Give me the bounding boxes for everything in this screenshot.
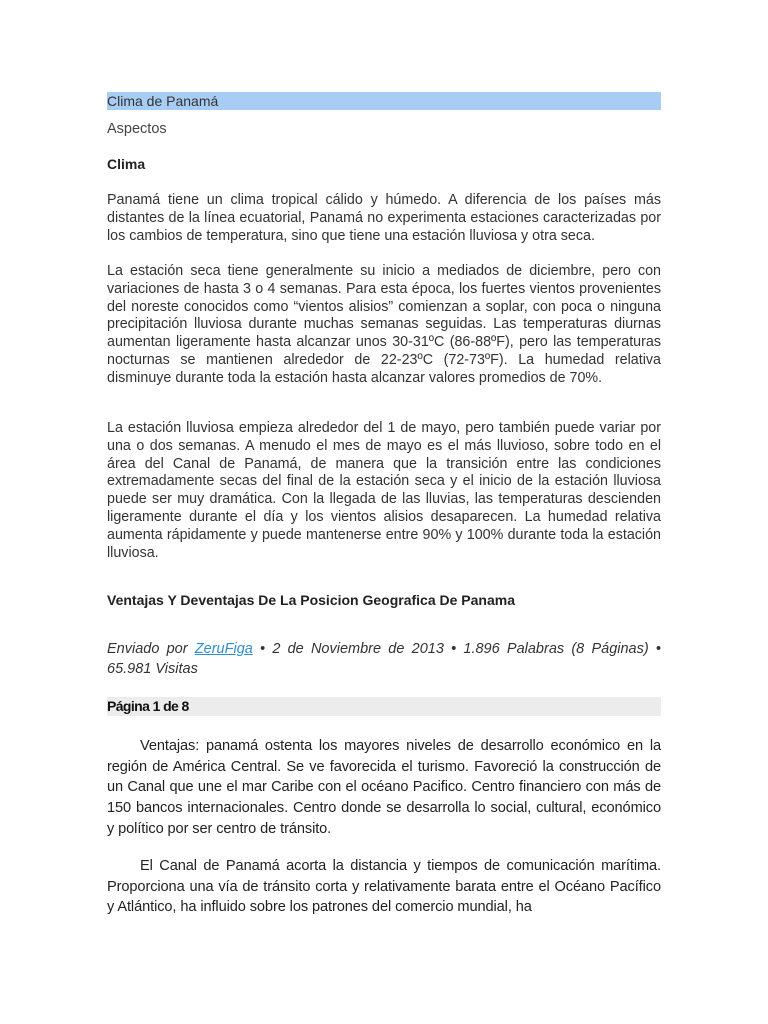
section-heading: Clima [107,156,146,172]
meta-prefix: Enviado por [107,641,195,657]
essay-meta [107,639,661,679]
subtitle: Aspectos [107,121,167,137]
highlighted-title: Clima de Panamá [107,92,661,110]
meta-details: • 2 de Noviembre de 2013 • 1.896 Palabras (8 Páginas) • 65.981 Visitas [107,641,661,677]
page-indicator: Página 1 de 8 [107,697,661,716]
paragraph: La estación seca tiene generalmente su inicio a mediados de diciembre, pero con variaciones de hasta 3 o 4 semanas. Para esta época, los fuertes vientos provenientes del noreste conocidos como “vientos alisios” comienzan a soplar, con poca o ninguna precipitación lluviosa durante muchas semanas seguidas. Las temperaturas diurnas aumentan ligeramente hasta alcanzar unos 30-31ºC (86-88ºF), pero las temperaturas nocturnas se mantienen alrededor de 22-23ºC (72-73ºF). La humedad relativa disminuye durante toda la estación hasta alcanzar valores promedios de 70%. [107,263,661,386]
essay-title: Ventajas Y Deventajas De La Posicion Geografica De Panama [107,592,516,608]
author-link[interactable]: ZeruFiga [194,641,253,657]
essay-paragraph: Ventajas: panamá ostenta los mayores niveles de desarrollo económico en la región de América Central. Se ve favorecida el turismo. Favoreció la construcción de un Canal que une el mar Caribe con el océano Pacifico. Centro financiero con más de 150 bancos internacionales. Centro donde se desarrolla lo social, cultural, económico y político por ser centro de tránsito. [107,738,661,837]
paragraph: Panamá tiene un clima tropical cálido y húmedo. A diferencia de los países más distantes de la línea ecuatorial, Panamá no experimenta estaciones caracterizadas por los cambios de temperatura, sino que tiene una estación lluviosa y otra seca. [107,192,661,244]
paragraph: La estación lluviosa empieza alrededor del 1 de mayo, pero también puede variar por una o dos semanas. A menudo el mes de mayo es el más lluvioso, sobre todo en el área del Canal de Panamá, de manera que la transición entre las condiciones extremadamente secas del final de la estación seca y el inicio de la estación lluviosa puede ser muy dramática. Con la llegada de las lluvias, las temperaturas descienden ligeramente durante el día y los vientos alisios desaparecen. La humedad relativa aumenta rápidamente y puede mantenerse entre 90% y 100% durante toda la estación lluviosa. [107,420,661,561]
essay-paragraph: El Canal de Panamá acorta la distancia y tiempos de comunicación marítima. Proporciona una vía de tránsito corta y relativamente barata entre el Océano Pacífico y Atlántico, ha influido sobre los patrones del comercio mundial, ha [107,858,661,916]
